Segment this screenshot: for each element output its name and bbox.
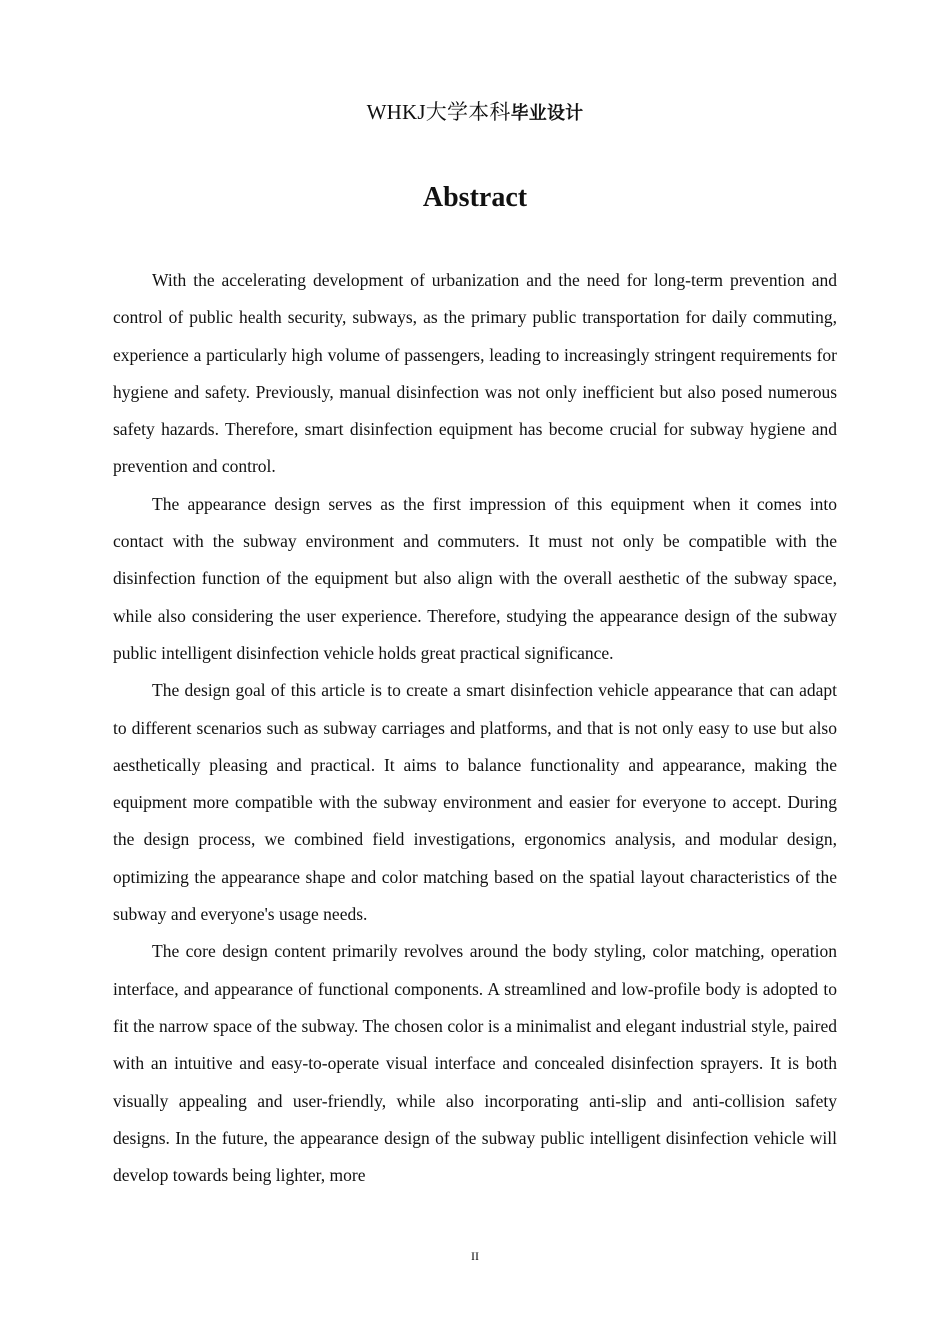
abstract-paragraph: The design goal of this article is to create a smart disinfection vehicle appearance that can adapt to different scenarios such as subway carriages and platforms, and that is not only easy to use but also aesthetically pleasing and practical. It aims to balance functionality and appearance, making the equipment more compatible with the subway environment and easier for everyone to accept. During the design process, we combined field investigations, ergonomics analysis, and modular design, optimizing the appearance shape and color matching based on the spatial layout characteristics of the subway and everyone's usage needs. xyxy=(113,680,837,925)
header-university: WHKJ大学本科 xyxy=(366,100,511,124)
abstract-paragraph: The appearance design serves as the first impression of this equipment when it comes into contact with the subway environment and commuters. It must not only be compatible with the disinfection function of the equipment but also align with the overall aesthetic of the subway space, while also considering the user experience. Therefore, studying the appearance design of the subway public intelligent disinfection vehicle holds great practical significance. xyxy=(113,493,837,663)
page-number: II xyxy=(471,1249,479,1263)
running-header xyxy=(0,96,950,126)
abstract-paragraph: The core design content primarily revolves around the body styling, color matching, operation interface, and appearance of functional components. A streamlined and low-profile body is adopted to fit the narrow space of the subway. The chosen color is a minimalist and elegant industrial style, paired with an intuitive and easy-to-operate visual interface and concealed disinfection sprayers. It is both visually appealing and user-friendly, while also incorporating anti-slip and anti-collision safety designs. In the future, the appearance design of the subway public intelligent disinfection vehicle will develop towards being lighter, more xyxy=(113,941,837,1186)
abstract-paragraph: With the accelerating development of urbanization and the need for long-term prevention and control of public health security, subways, as the primary public transportation for daily commuting, experience a particularly high volume of passengers, leading to increasingly stringent requirements for hygiene and safety. Previously, manual disinfection was not only inefficient but also posed numerous safety hazards. Therefore, smart disinfection equipment has become crucial for subway hygiene and prevention and control. xyxy=(113,270,837,477)
abstract-body xyxy=(113,262,837,1194)
header-thesis-label: 毕业设计 xyxy=(510,103,584,124)
page-title: Abstract xyxy=(422,182,528,213)
